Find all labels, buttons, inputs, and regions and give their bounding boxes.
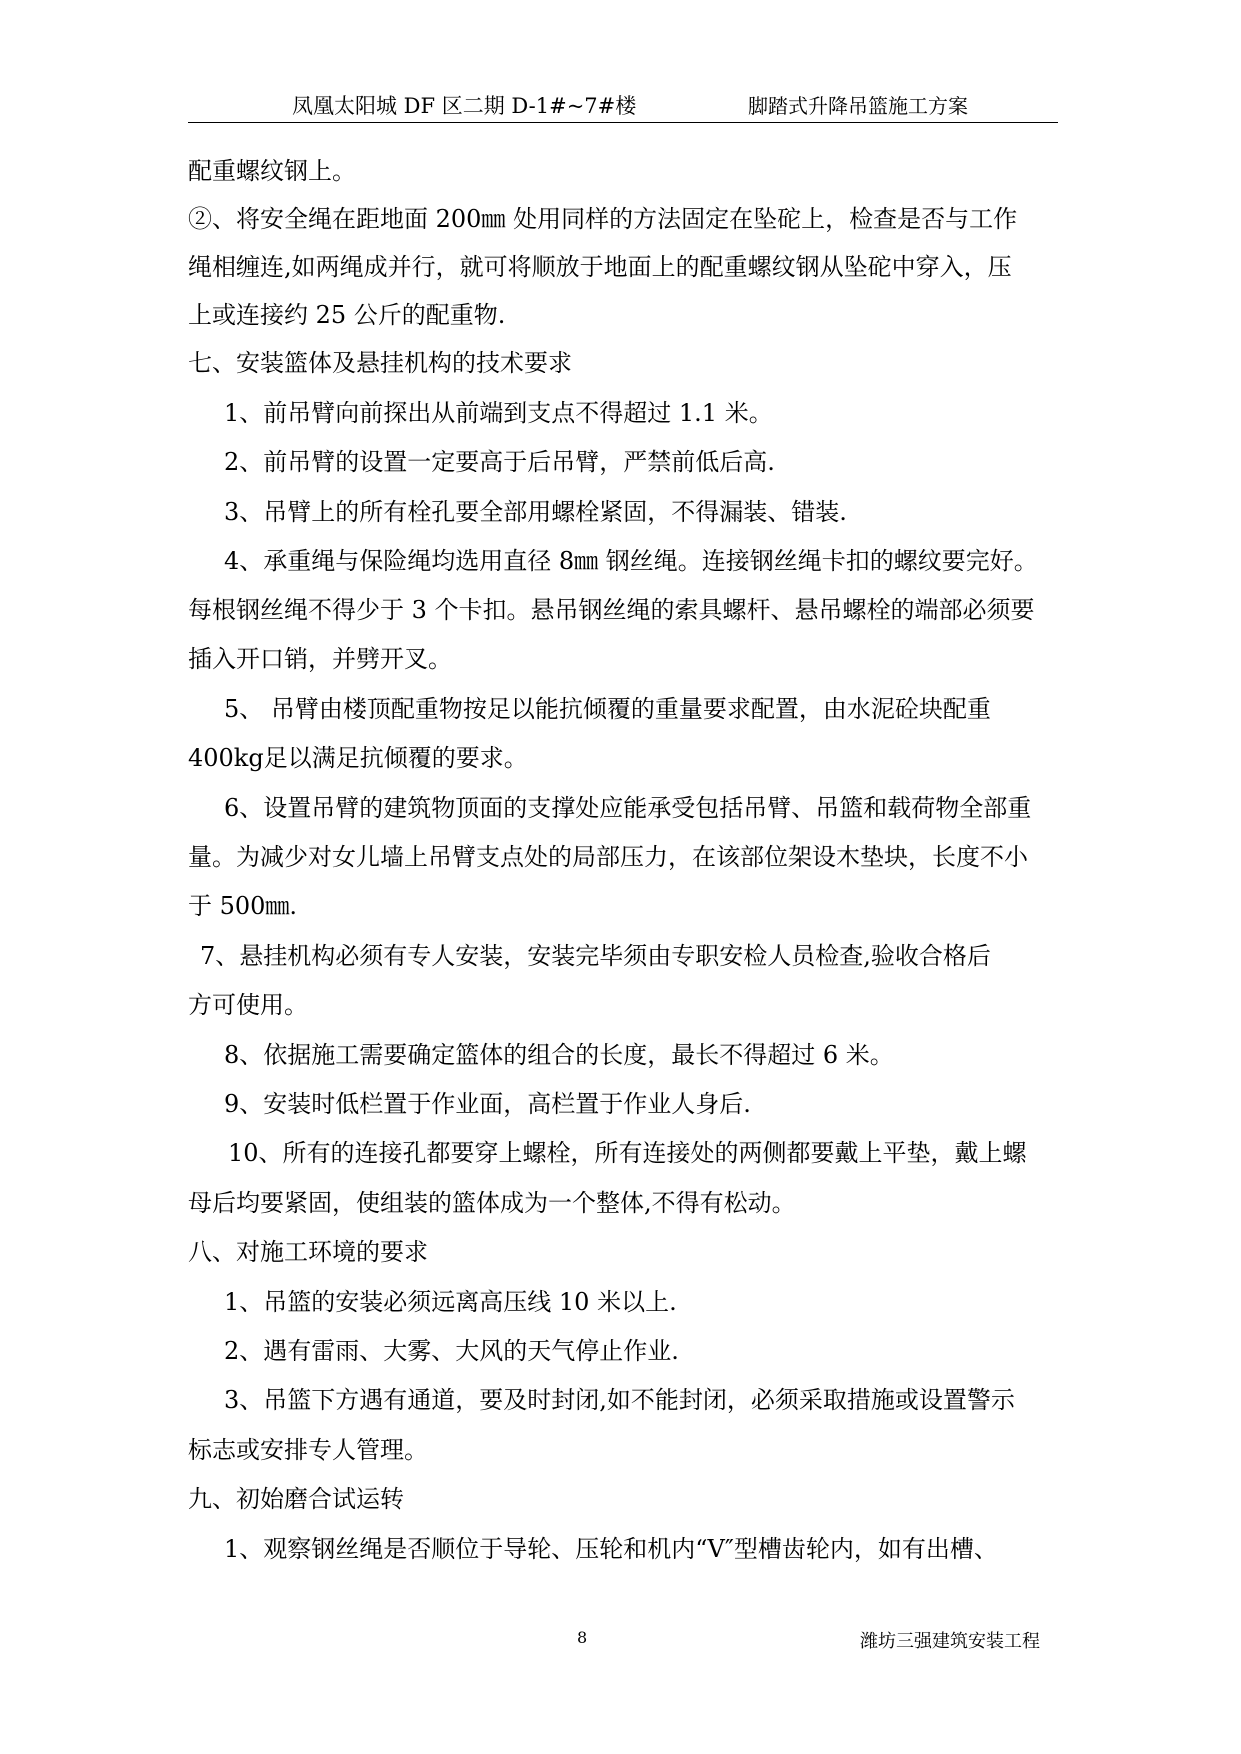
text-line: 于 500㎜. bbox=[188, 892, 298, 920]
text-line: 方可使用。 bbox=[188, 991, 308, 1019]
text-line: 400kg足以满足抗倾覆的要求。 bbox=[188, 744, 528, 772]
text-line: 配重螺纹钢上。 bbox=[188, 157, 356, 185]
text-line: 插入开口销，并劈开叉。 bbox=[188, 645, 452, 673]
text-line: 3、吊篮下方遇有通道，要及时封闭,如不能封闭，必须采取措施或设置警示 bbox=[224, 1386, 1015, 1414]
header-document-title: 脚踏式升降吊篮施工方案 bbox=[748, 94, 968, 118]
text-line: 9、安装时低栏置于作业面，高栏置于作业人身后. bbox=[224, 1090, 751, 1118]
footer-company-name: 潍坊三强建筑安装工程 bbox=[860, 1631, 1040, 1652]
text-line: 4、承重绳与保险绳均选用直径 8㎜ 钢丝绳。连接钢丝绳卡扣的螺纹要完好。 bbox=[224, 547, 1038, 575]
section-heading: 九、初始磨合试运转 bbox=[188, 1485, 404, 1513]
text-line: 量。为减少对女儿墙上吊臂支点处的局部压力，在该部位架设木垫块，长度不小 bbox=[188, 843, 1028, 871]
text-line: 1、观察钢丝绳是否顺位于导轮、压轮和机内“V″型槽齿轮内，如有出槽、 bbox=[224, 1535, 998, 1563]
text-line: 每根钢丝绳不得少于 3 个卡扣。悬吊钢丝绳的索具螺杆、悬吊螺栓的端部必须要 bbox=[188, 596, 1035, 624]
text-line: 标志或安排专人管理。 bbox=[188, 1436, 428, 1464]
text-line: 上或连接约 25 公斤的配重物. bbox=[188, 301, 506, 329]
section-heading: 八、对施工环境的要求 bbox=[188, 1238, 428, 1266]
text-line: 绳相缠连,如两绳成并行，就可将顺放于地面上的配重螺纹钢从坠砣中穿入，压 bbox=[188, 253, 1012, 281]
text-line: 5、 吊臂由楼顶配重物按足以能抗倾覆的重量要求配置，由水泥砼块配重 bbox=[224, 695, 991, 723]
text-line: 8、依据施工需要确定篮体的组合的长度，最长不得超过 6 米。 bbox=[224, 1041, 894, 1069]
text-line: 6、设置吊臂的建筑物顶面的支撑处应能承受包括吊臂、吊篮和载荷物全部重 bbox=[224, 794, 1032, 822]
text-line: 10、所有的连接孔都要穿上螺栓，所有连接处的两侧都要戴上平垫，戴上螺 bbox=[228, 1139, 1027, 1167]
page-header bbox=[188, 86, 1058, 123]
text-line: ②、将安全绳在距地面 200㎜ 处用同样的方法固定在坠砣上，检查是否与工作 bbox=[188, 205, 1018, 233]
section-heading: 七、安装篮体及悬挂机构的技术要求 bbox=[188, 349, 572, 377]
text-line: 7、悬挂机构必须有专人安装，安装完毕须由专职安检人员检查,验收合格后 bbox=[200, 942, 991, 970]
page-number: 8 bbox=[577, 1628, 588, 1647]
text-line: 1、吊篮的安装必须远离高压线 10 米以上. bbox=[224, 1288, 677, 1316]
text-line: 2、遇有雷雨、大雾、大风的天气停止作业. bbox=[224, 1337, 679, 1365]
text-line: 母后均要紧固，使组装的篮体成为一个整体,不得有松动。 bbox=[188, 1189, 796, 1217]
text-line: 3、吊臂上的所有栓孔要全部用螺栓紧固，不得漏装、错装. bbox=[224, 498, 847, 526]
header-project-title: 凤凰太阳城 DF 区二期 D-1#~7#楼 bbox=[292, 94, 637, 118]
text-line: 2、前吊臂的设置一定要高于后吊臂，严禁前低后高. bbox=[224, 448, 775, 476]
text-line: 1、前吊臂向前探出从前端到支点不得超过 1.1 米。 bbox=[224, 399, 773, 427]
